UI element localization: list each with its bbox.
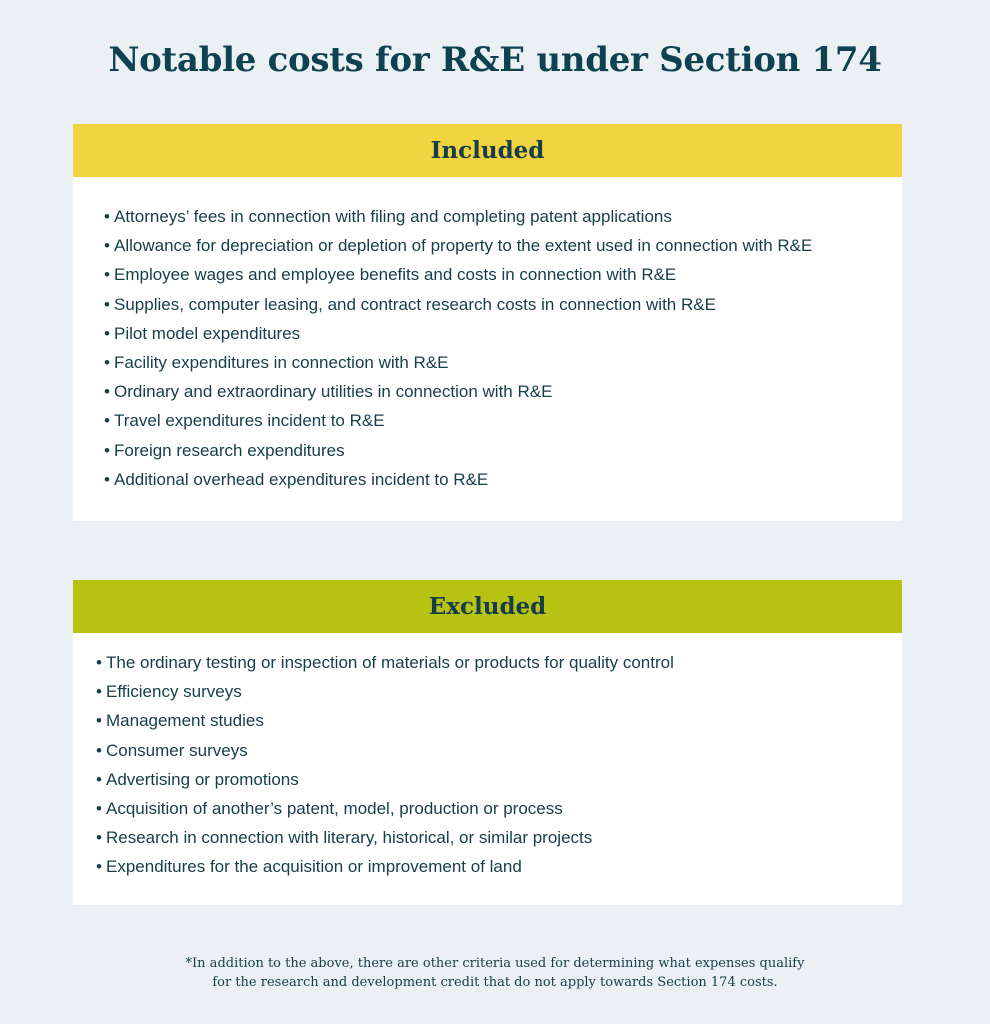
page-title: Notable costs for R&E under Section 174 bbox=[108, 40, 882, 80]
included-item: • Attorneys’ fees in connection with filing and completing patent applications bbox=[104, 202, 812, 231]
included-item: • Additional overhead expenditures incident to R&E bbox=[104, 465, 812, 494]
excluded-list bbox=[96, 648, 674, 882]
included-item: • Supplies, computer leasing, and contract research costs in connection with R&E bbox=[104, 290, 812, 319]
included-item: • Employee wages and employee benefits and costs in connection with R&E bbox=[104, 260, 812, 289]
excluded-item: • Expenditures for the acquisition or improvement of land bbox=[96, 852, 674, 881]
included-panel bbox=[73, 124, 902, 521]
footnote-line: for the research and development credit that do not apply towards Section 174 costs. bbox=[212, 975, 778, 990]
excluded-item: • Advertising or promotions bbox=[96, 765, 674, 794]
excluded-item: • The ordinary testing or inspection of materials or products for quality control bbox=[96, 648, 674, 677]
included-item: • Ordinary and extraordinary utilities in connection with R&E bbox=[104, 377, 812, 406]
excluded-item: • Research in connection with literary, historical, or similar projects bbox=[96, 823, 674, 852]
excluded-item: • Consumer surveys bbox=[96, 736, 674, 765]
included-item: • Travel expenditures incident to R&E bbox=[104, 406, 812, 435]
included-heading: Included bbox=[73, 124, 902, 177]
excluded-item: • Acquisition of another’s patent, model, production or process bbox=[96, 794, 674, 823]
excluded-heading: Excluded bbox=[73, 580, 902, 633]
included-list bbox=[104, 202, 812, 494]
included-item: • Pilot model expenditures bbox=[104, 319, 812, 348]
included-item: • Allowance for depreciation or depletion of property to the extent used in connection with R&E bbox=[104, 231, 812, 260]
included-item: • Facility expenditures in connection with R&E bbox=[104, 348, 812, 377]
excluded-item: • Efficiency surveys bbox=[96, 677, 674, 706]
footnote-line: *In addition to the above, there are other criteria used for determining what expenses qualify bbox=[185, 956, 805, 971]
included-item: • Foreign research expenditures bbox=[104, 436, 812, 465]
excluded-item: • Management studies bbox=[96, 706, 674, 735]
excluded-panel bbox=[73, 580, 902, 905]
footnote bbox=[0, 954, 990, 992]
